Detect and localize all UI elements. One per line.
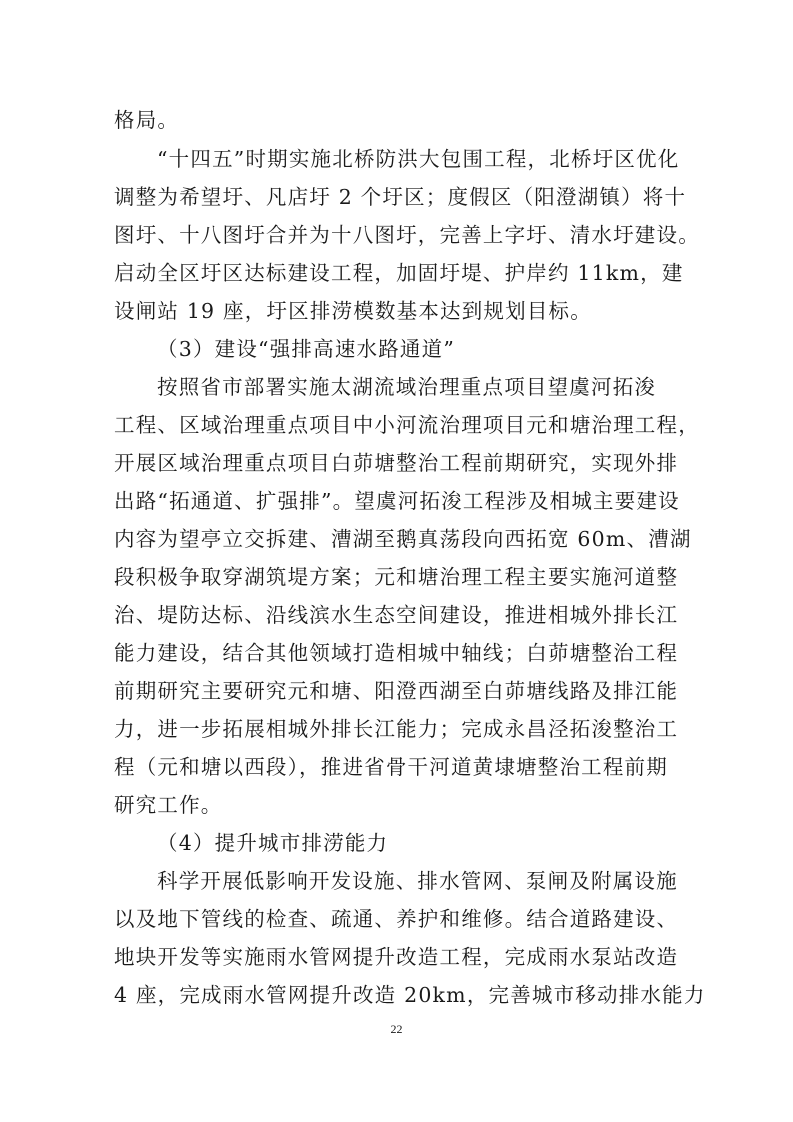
text-line: 内容为望亭立交拆建、漕湖至鹅真荡段向西拓宽 60m、漕湖 — [114, 527, 692, 551]
section-heading: （4）提升城市排涝能力 — [157, 831, 389, 855]
text-line: 4 座，完成雨水管网提升改造 20km，完善城市移动排水能力 — [114, 983, 706, 1007]
text-line: 程（元和塘以西段），推进省骨干河道黄埭塘整治工程前期 — [114, 755, 668, 779]
text-line: 研究工作。 — [114, 793, 223, 817]
text-line: 开展区域治理重点项目白茆塘整治工程前期研究，实现外排 — [114, 451, 679, 475]
text-line: 力，进一步拓展相城外排长江能力；完成永昌泾拓浚整治工 — [114, 717, 679, 741]
text-line: 调整为希望圩、凡店圩 2 个圩区；度假区（阳澄湖镇）将十 — [114, 185, 687, 209]
text-line: 治、堤防达标、沿线滨水生态空间建设，推进相城外排长江 — [114, 603, 679, 627]
text-line: 设闸站 19 座，圩区排涝模数基本达到规划目标。 — [114, 299, 592, 323]
text-line: “十四五”时期实施北桥防洪大包围工程，北桥圩区优化 — [157, 147, 680, 171]
text-line: 以及地下管线的检查、疏通、养护和维修。结合道路建设、 — [114, 907, 679, 931]
text-line: 按照省市部署实施太湖流域治理重点项目望虞河拓浚 — [157, 375, 657, 399]
text-line: 工程、区域治理重点项目中小河流治理项目元和塘治理工程， — [114, 413, 700, 437]
text-line: 段积极争取穿湖筑堤方案；元和塘治理工程主要实施河道整 — [114, 565, 679, 589]
text-line: 能力建设，结合其他领域打造相城中轴线；白茆塘整治工程 — [114, 641, 679, 665]
page-number: 22 — [390, 1022, 403, 1036]
text-line: 图圩、十八图圩合并为十八图圩，完善上字圩、清水圩建设。 — [114, 223, 700, 247]
text-line: 启动全区圩区达标建设工程，加固圩堤、护岸约 11km，建 — [114, 261, 684, 285]
section-heading: （3）建设“强排高速水路通道” — [157, 337, 456, 361]
text-line: 前期研究主要研究元和塘、阳澄西湖至白茆塘线路及排江能 — [114, 679, 679, 703]
text-line: 科学开展低影响开发设施、排水管网、泵闸及附属设施 — [157, 869, 678, 893]
text-line: 格局。 — [114, 108, 180, 132]
text-line: 出路“拓通道、扩强排”。望虞河拓浚工程涉及相城主要建设 — [114, 489, 680, 513]
text-line: 地块开发等实施雨水管网提升改造工程，完成雨水泵站改造 — [114, 945, 679, 969]
